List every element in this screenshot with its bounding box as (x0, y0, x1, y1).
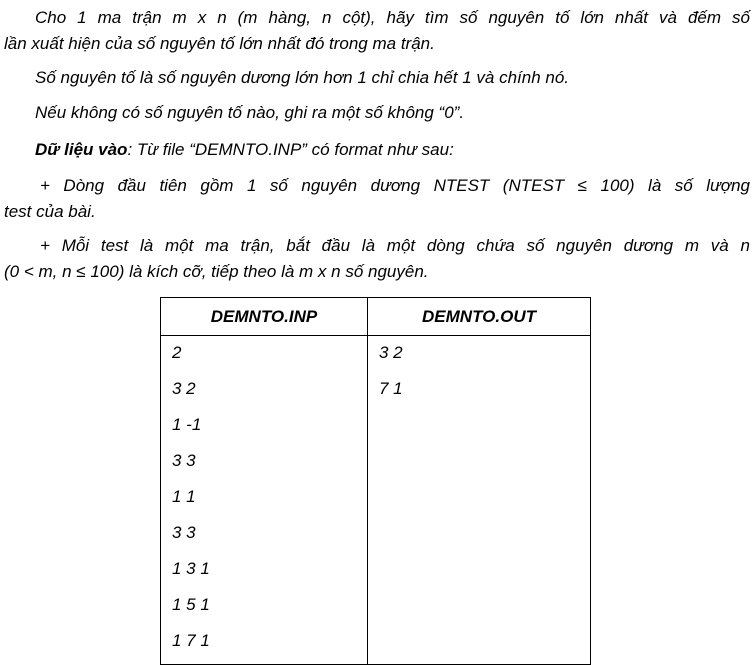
input-line: 1 5 1 (172, 595, 210, 614)
input-line: 3 3 (172, 451, 196, 470)
sample-io-table (160, 297, 591, 665)
prime-definition (4, 65, 750, 91)
input-rule-first-line-2: test của bài. (4, 202, 96, 221)
output-file-header: DEMNTO.OUT (368, 298, 591, 336)
input-line: 1 7 1 (172, 631, 210, 650)
input-rule-first-line-1: + Dòng đầu tiên gồm 1 số nguyên dương NTEST (NTEST ≤ 100) là số lượng (40, 176, 750, 195)
input-line: 1 3 1 (172, 559, 210, 578)
no-prime-rule (4, 100, 750, 126)
input-line: 2 (172, 343, 182, 362)
input-line: 1 -1 (172, 415, 202, 434)
input-data-description: : Từ file “DEMNTO.INP” có format như sau: (127, 140, 454, 159)
input-sample-cell (161, 336, 368, 665)
input-line: 1 1 (172, 487, 196, 506)
output-line: 7 1 (379, 379, 403, 398)
input-line: 3 3 (172, 523, 196, 542)
input-line: 3 2 (172, 379, 196, 398)
no-prime-rule-text: Nếu không có số nguyên tố nào, ghi ra một số không “0”. (35, 103, 465, 122)
table-body-row (161, 336, 591, 665)
input-data-heading-line (35, 137, 750, 163)
output-sample-cell (368, 336, 591, 665)
input-data-label: Dữ liệu vào (35, 140, 128, 159)
input-rule-first-line (4, 173, 750, 225)
problem-statement (4, 5, 750, 57)
input-rule-each-test (4, 233, 750, 285)
input-data-heading (4, 137, 750, 163)
table-header-row (161, 298, 591, 336)
problem-statement-line-1: Cho 1 ma trận m x n (m hàng, n cột), hãy tìm số nguyên tố lớn nhất và đếm số (35, 8, 750, 27)
input-rule-each-test-line-1: + Mỗi test là một ma trận, bắt đầu là một dòng chứa số nguyên dương m và n (40, 236, 750, 255)
problem-statement-line-2: lần xuất hiện của số nguyên tố lớn nhất đó trong ma trận. (4, 34, 435, 53)
input-rule-each-test-line-2: (0 < m, n ≤ 100) là kích cỡ, tiếp theo là m x n số nguyên. (4, 262, 429, 281)
input-file-header: DEMNTO.INP (161, 298, 368, 336)
prime-definition-text: Số nguyên tố là số nguyên dương lớn hơn 1 chỉ chia hết 1 và chính nó. (35, 68, 570, 87)
output-line: 3 2 (379, 343, 403, 362)
